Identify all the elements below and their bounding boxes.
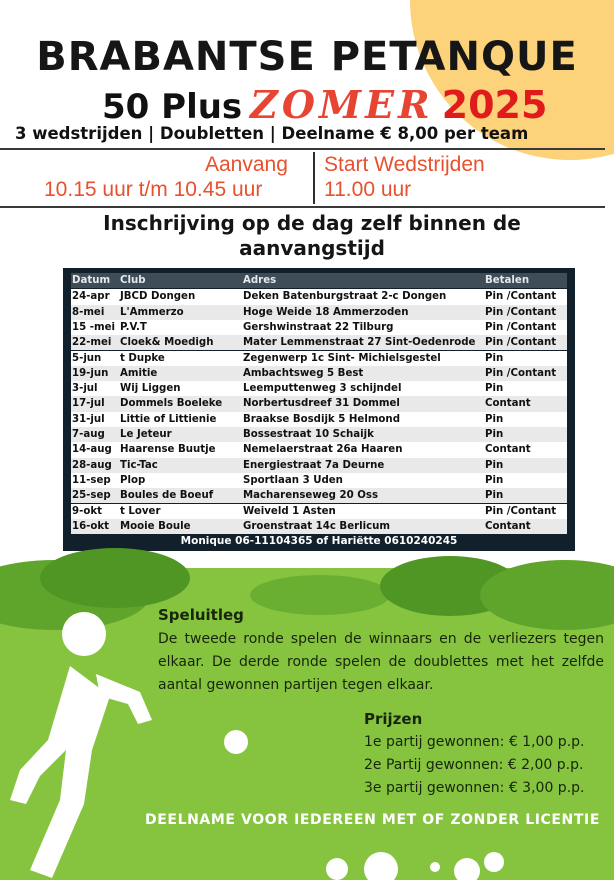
cell-betalen: Pin: [485, 383, 504, 395]
cell-adres: Bossestraat 10 Schaijk: [243, 429, 374, 440]
cell-adres: Nemelaerstraat 26a Haaren: [243, 444, 403, 456]
cell-club: Cloek& Moedigh: [120, 337, 214, 349]
boule-icon: [224, 730, 248, 754]
cochonnet-icon: [430, 862, 440, 872]
cell-datum: 17-jul: [72, 398, 105, 410]
cell-club: Littie of Littienie: [120, 413, 217, 425]
aanvang-label: Aanvang: [205, 153, 288, 176]
cell-betalen: Pin: [485, 474, 504, 486]
cell-betalen: Pin: [485, 352, 504, 364]
cell-betalen: Pin /Contant: [485, 291, 557, 303]
cell-datum: 5-jun: [72, 352, 102, 364]
table-row: [71, 442, 567, 457]
cell-club: Wij Liggen: [120, 383, 181, 395]
petanque-player-icon: [0, 600, 160, 880]
table-row: [71, 504, 567, 519]
cell-datum: 25-sep: [72, 490, 111, 502]
contact-footer: Monique 06-11104365 of Hariëtte 0610240245: [180, 535, 458, 547]
table-header: [71, 273, 567, 288]
divider-top: [0, 148, 605, 150]
cell-betalen: Pin: [485, 429, 504, 440]
cell-betalen: Pin: [485, 413, 504, 425]
boule-icon-2: [326, 858, 348, 880]
cell-club: Tic-Tac: [120, 459, 158, 471]
prijzen-title: Prijzen: [364, 710, 423, 728]
cell-datum: 8-mei: [72, 306, 105, 318]
cell-datum: 15 -mei: [72, 321, 115, 333]
speluitleg-text: De tweede ronde spelen de winnaars en de verliezers tegen elkaar. De derde ronde spelen de doublettes met het zelfde aantal gewonnen partijen tegen elkaar.: [158, 631, 604, 693]
header-adres: Adres: [243, 275, 277, 286]
table-row: [71, 305, 567, 320]
prijs-item-2: 2e Partij gewonnen: € 2,00 p.p.: [364, 757, 584, 773]
inschrijving-text: [0, 211, 614, 261]
cell-club: JBCD Dongen: [120, 291, 196, 303]
header-betalen: Betalen: [485, 275, 530, 286]
cell-club: L'Ammerzo: [120, 306, 184, 318]
cell-adres: Leemputtenweg 3 schijndel: [243, 383, 402, 395]
licentie-banner: DEELNAME VOOR IEDEREEN MET OF ZONDER LICENTIE: [145, 812, 600, 828]
cell-club: t Dupke: [120, 352, 165, 364]
poster-subtitle: [102, 82, 547, 127]
poster-title: BRABANTSE PETANQUE: [36, 34, 578, 80]
time-separator: [313, 152, 315, 204]
cell-datum: 28-aug: [72, 459, 112, 471]
divider-bottom: [0, 206, 605, 208]
table-row: [71, 473, 567, 488]
subtitle-zomer: ZOMER: [250, 82, 434, 127]
table-row: [71, 519, 567, 534]
cell-betalen: Contant: [485, 398, 531, 410]
table-row: [71, 458, 567, 473]
table-row: [71, 396, 567, 411]
cell-betalen: Pin /Contant: [485, 505, 557, 517]
start-value: 11.00 uur: [324, 178, 412, 201]
cell-betalen: Pin /Contant: [485, 306, 557, 318]
cell-adres: Sportlaan 3 Uden: [243, 474, 343, 486]
cell-adres: Deken Batenburgstraat 2-c Dongen: [243, 291, 447, 303]
boule-icon-3: [364, 852, 398, 886]
table-row: [71, 351, 567, 366]
start-label: Start Wedstrijden: [324, 153, 485, 176]
subtitle-50plus: 50 Plus: [102, 87, 243, 127]
cell-adres: Braakse Bosdijk 5 Helmond: [243, 413, 400, 425]
cell-datum: 22-mei: [72, 337, 112, 349]
cell-adres: Groenstraat 14c Berlicum: [243, 520, 391, 532]
cell-club: Amitie: [120, 367, 158, 379]
cell-betalen: Pin: [485, 459, 504, 471]
cell-club: Haarense Buutje: [120, 444, 216, 456]
table-row: [71, 412, 567, 427]
cell-datum: 9-okt: [72, 505, 102, 517]
cell-adres: Gershwinstraat 22 Tilburg: [243, 321, 394, 333]
cell-club: Dommels Boeleke: [120, 398, 223, 410]
inschrijving-line-2: aanvangstijd: [239, 236, 385, 260]
cell-betalen: Pin: [485, 490, 504, 502]
boule-icon-4: [454, 858, 480, 884]
schedule-table: [63, 268, 575, 551]
aanvang-value: 10.15 uur t/m 10.45 uur: [44, 178, 263, 201]
cell-club: Boules de Boeuf: [120, 490, 214, 502]
cell-betalen: Pin /Contant: [485, 367, 557, 379]
cell-datum: 11-sep: [72, 474, 111, 486]
cell-datum: 24-apr: [72, 291, 110, 303]
header-datum: Datum: [72, 275, 111, 286]
speluitleg-title: Speluitleg: [158, 606, 244, 624]
bush-center: [250, 575, 390, 615]
cell-club: t Lover: [120, 505, 161, 517]
cell-club: Le Jeteur: [120, 429, 172, 440]
cell-club: Plop: [120, 474, 146, 486]
cell-adres: Zegenwerp 1c Sint- Michielsgestel: [243, 352, 441, 364]
cell-betalen: Contant: [485, 520, 531, 532]
cell-adres: Energiestraat 7a Deurne: [243, 459, 385, 471]
cell-adres: Hoge Weide 18 Ammerzoden: [243, 306, 409, 318]
table-row: [71, 289, 567, 304]
cell-adres: Norbertusdreef 31 Dommel: [243, 398, 400, 410]
table-row: [71, 320, 567, 335]
table-row: [71, 335, 567, 350]
subtitle-year: 2025: [441, 83, 548, 127]
table-row: [71, 381, 567, 396]
cell-adres: Ambachtsweg 5 Best: [243, 367, 364, 379]
cell-datum: 31-jul: [72, 413, 105, 425]
cell-datum: 16-okt: [72, 520, 110, 532]
cell-club: P.V.T: [120, 321, 147, 333]
table-row: [71, 427, 567, 442]
cell-adres: Weiveld 1 Asten: [243, 505, 336, 517]
table-row: [71, 366, 567, 381]
inschrijving-line-1: Inschrijving op de dag zelf binnen de: [103, 211, 521, 235]
header-club: Club: [120, 275, 146, 286]
boule-icon-5: [484, 852, 504, 872]
cell-betalen: Pin /Contant: [485, 321, 557, 333]
cell-adres: Mater Lemmenstraat 27 Sint-Oedenrode: [243, 337, 476, 349]
cell-datum: 3-jul: [72, 383, 98, 395]
cell-datum: 19-jun: [72, 367, 109, 379]
cell-datum: 14-aug: [72, 444, 112, 456]
prijs-item-3: 3e partij gewonnen: € 3,00 p.p.: [364, 780, 585, 796]
table-row: [71, 488, 567, 503]
prijs-item-1: 1e partij gewonnen: € 1,00 p.p.: [364, 734, 585, 750]
cell-betalen: Contant: [485, 444, 531, 456]
cell-adres: Macharenseweg 20 Oss: [243, 490, 379, 502]
bush-left-2: [40, 548, 190, 608]
cell-datum: 7-aug: [72, 429, 105, 440]
event-info: 3 wedstrijden | Doubletten | Deelname € 8,00 per team: [15, 124, 529, 143]
cell-betalen: Pin /Contant: [485, 337, 557, 349]
cell-club: Mooie Boule: [120, 520, 191, 532]
